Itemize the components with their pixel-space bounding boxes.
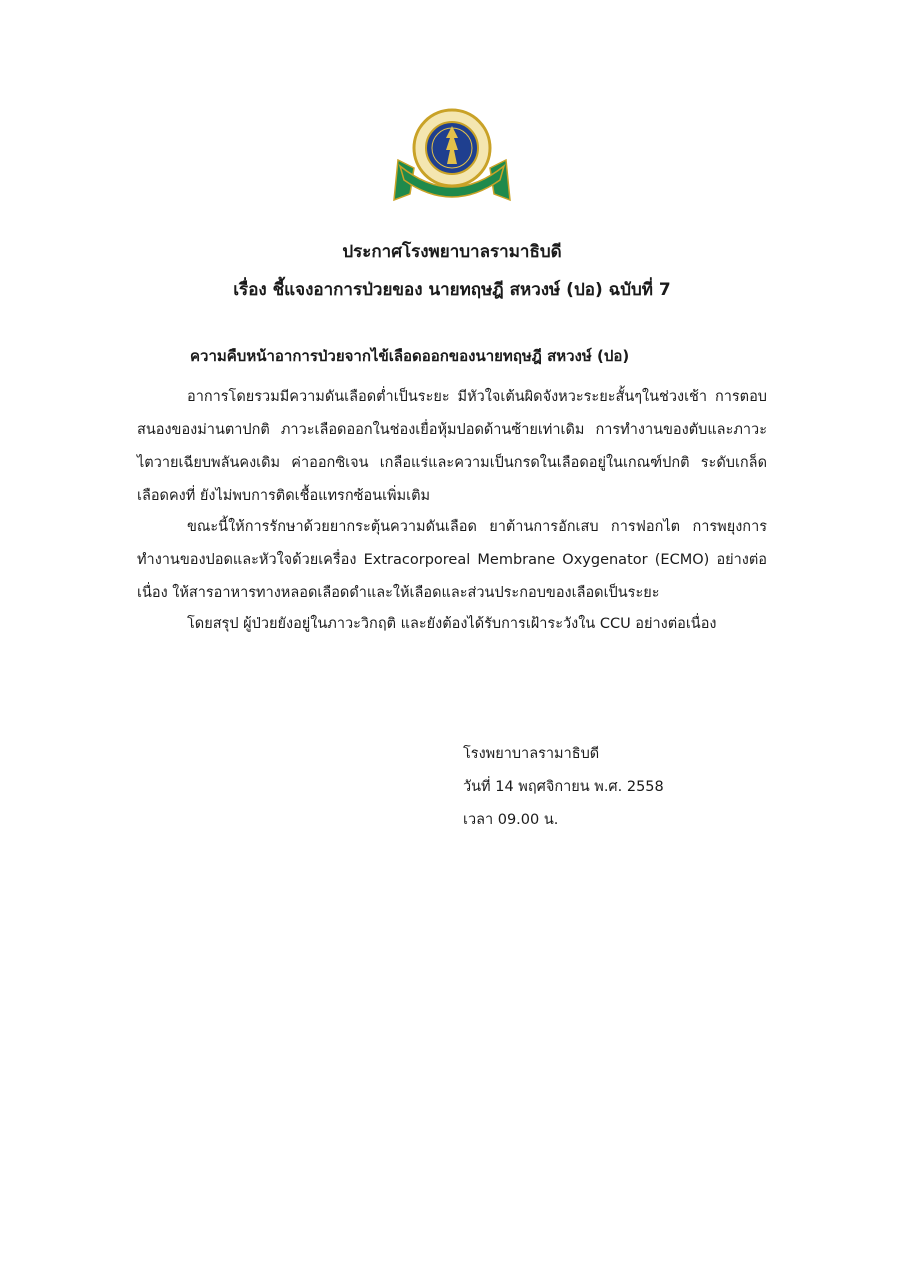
section-heading: ความคืบหน้าอาการป่วยจากไข้เลือดออกของนายทฤษฎี สหวงษ์ (ปอ): [190, 347, 630, 365]
announcement-title: ประกาศโรงพยาบาลรามาธิบดี: [342, 242, 562, 262]
signature-block: [463, 738, 664, 837]
signature-date: วันที่ 14 พฤศจิกายน พ.ศ. 2558: [463, 779, 664, 795]
announcement-subject: เรื่อง ชี้แจงอาการป่วยของ นายทฤษฎี สหวงษ์ (ปอ) ฉบับที่ 7: [233, 280, 671, 300]
body-paragraph-3: โดยสรุป ผู้ป่วยยังอยู่ในภาวะวิกฤติ และยังต้องได้รับการเฝ้าระวังใน CCU อย่างต่อเนื่อง: [187, 616, 717, 632]
ramathibodi-hospital-seal: [392, 108, 512, 206]
signature-organization: โรงพยาบาลรามาธิบดี: [463, 746, 600, 762]
body-paragraph-2: ขณะนี้ให้การรักษาด้วยยากระตุ้นความดันเลือด ยาต้านการอักเสบ การฟอกไต การพยุงการทำงานของปอดและหัวใจด้วยเครื่อง Extracorporeal Membrane Oxygenator (ECMO) อย่างต่อเนื่อง ให้สารอาหารทางหลอดเลือดดำและให้เลือดและส่วนประกอบของเลือดเป็นระยะ: [137, 519, 767, 601]
body-paragraph-1: อาการโดยรวมมีความดันเลือดต่ำเป็นระยะ มีหัวใจเต้นผิดจังหวะระยะสั้นๆในช่วงเช้า การตอบสนองของม่านตาปกติ ภาวะเลือดออกในช่องเยื่อหุ้มปอดด้านซ้ายเท่าเดิม การทำงานของตับและภาวะไตวายเฉียบพลันคงเดิม ค่าออกซิเจน เกลือแร่และความเป็นกรดในเลือดอยู่ในเกณฑ์ปกติ ระดับเกล็ดเลือดคงที่ ยังไม่พบการติดเชื้อแทรกซ้อนเพิ่มเติม: [137, 389, 767, 504]
signature-time: เวลา 09.00 น.: [463, 812, 559, 828]
